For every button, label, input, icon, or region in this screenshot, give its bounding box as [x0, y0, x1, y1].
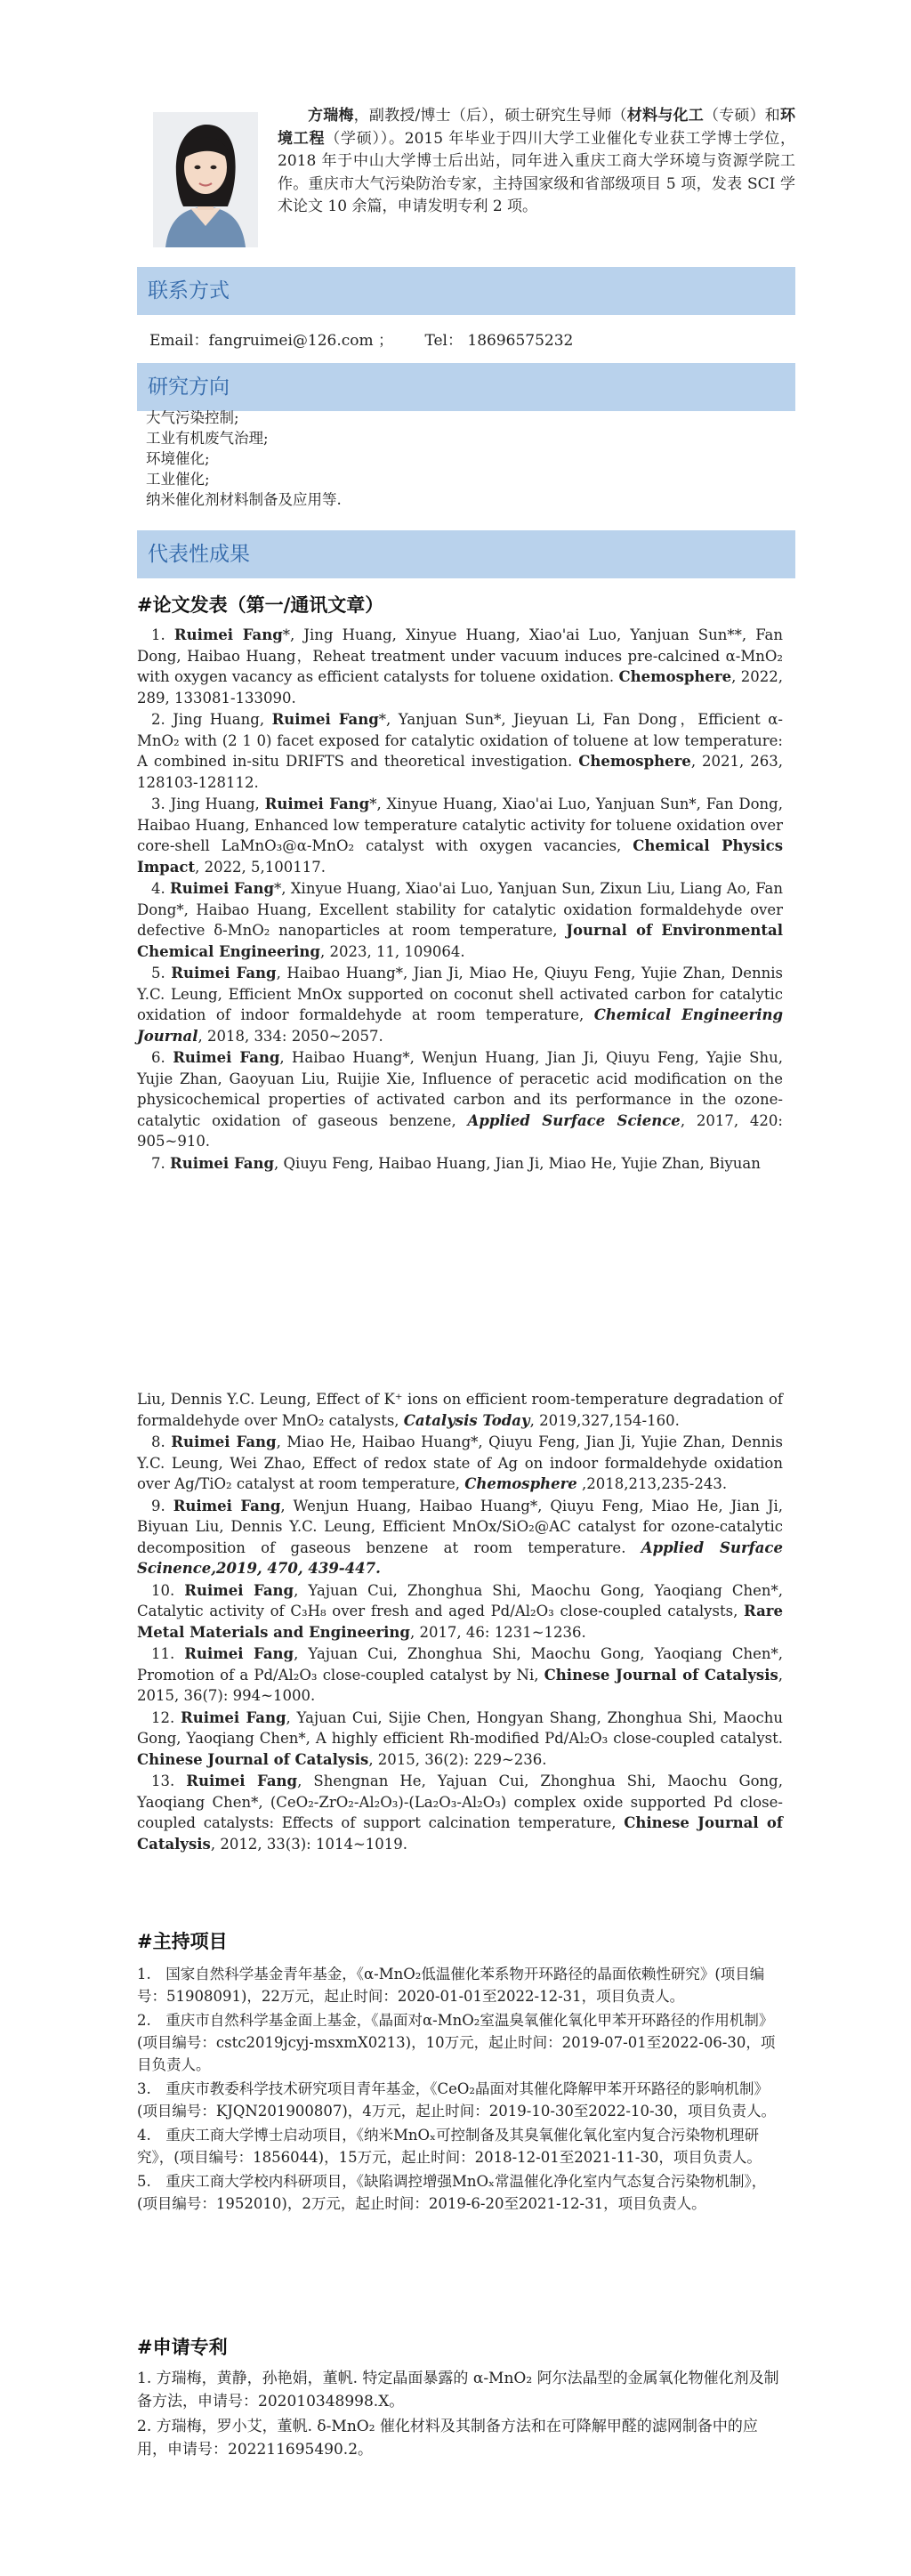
profile-bio: [278, 105, 795, 219]
project-list: [137, 1963, 783, 2217]
paper-item: 13. Ruimei Fang, Shengnan He, Yajuan Cui, Zhonghua Shi, Maochu Gong, Yaoqiang Chen*, (CeO₂-ZrO₂-Al₂O₃)-(La₂O₃-Al₂O₃) complex oxide supported Pd close-coupled catalysts: Effects of support calcination temperature, Chinese Journal of Catalysis, 2012, 33(3): 1014~1019.: [137, 1773, 783, 1853]
bio-major-2: 环境工程: [278, 107, 796, 148]
paper-item: 12. Ruimei Fang, Yajuan Cui, Sijie Chen, Hongyan Shang, Zhonghua Shi, Maochu Gong, Yaoqiang Chen*, A highly efficient Rh-modified Pd/Al₂O₃ close-coupled catalyst. Chinese Journal of Catalysis, 2015, 36(2): 229~236.: [137, 1708, 783, 1768]
project-item: 3. 重庆市教委科学技术研究项目青年基金，《CeO₂晶面对其催化降解甲苯开环路径的影响机制》(项目编号：KJQN201900807)，4万元，起止时间：2019-10-30至2022-10-30，项目负责人。: [137, 2080, 777, 2120]
paper-item: 2. Jing Huang, Ruimei Fang*, Yanjuan Sun*, Jieyuan Li, Fan Dong，Efficient α-MnO₂ with (2 1 0) facet exposed for catalytic oxidation of toluene at low temperature: A combined in-situ DRIFTS and theoretical investigation. Chemosphere, 2021, 263, 128103-128112.: [137, 711, 783, 791]
research-item: 工业有机废气治理;: [146, 430, 269, 447]
section-header-achievements: 代表性成果: [137, 530, 795, 578]
projects-heading: #主持项目: [137, 1930, 228, 1952]
research-item: 工业催化;: [146, 471, 210, 488]
research-item: 纳米催化剂材料制备及应用等.: [146, 491, 342, 508]
patent-item: 1. 方瑞梅，黄静，孙艳娟，董帆. 特定晶面暴露的 α-MnO₂ 阿尔法晶型的金属氧化物催化剂及制备方法，申请号：202010348998.X。: [137, 2370, 779, 2410]
paper-item: 7. Ruimei Fang, Qiuyu Feng, Haibao Huang, Jian Ji, Miao He, Yujie Zhan, Biyuan: [151, 1154, 761, 1172]
paper-item: 6. Ruimei Fang, Haibao Huang*, Wenjun Huang, Jian Ji, Qiuyu Feng, Yajie Shu, Yujie Zhan, Gaoyuan Liu, Ruijie Xie, Influence of peracetic acid modification on the physicochemical properties of activated carbon and its performance in the ozone-catalytic oxidation of gaseous benzene, Applied Surface Science, 2017, 420: 905~910.: [137, 1049, 783, 1150]
avatar: [153, 112, 258, 247]
project-item: 2. 重庆市自然科学基金面上基金，《晶面对α-MnO₂室温臭氧催化氧化甲苯开环路径的作用机制》(项目编号：cstc2019jcyj-msxmX0213)，10万元，起止时间：2019-07-01至2022-06-30，项目负责人。: [137, 2012, 776, 2073]
paper-item: 9. Ruimei Fang, Wenjun Huang, Haibao Huang*, Qiuyu Feng, Miao He, Jian Ji, Biyuan Liu, Dennis Y.C. Leung, Efficient MnOx/SiO₂@AC catalyst for ozone-catalytic decomposition of gaseous benzene at room temperature. Applied Surface Scinence,2019, 470, 439-447.: [137, 1497, 784, 1577]
paper-item: 8. Ruimei Fang, Miao He, Haibao Huang*, Qiuyu Feng, Jian Ji, Yujie Zhan, Dennis Y.C. Leung, Wei Zhao, Effect of redox state of Ag on indoor formaldehyde oxidation over Ag/TiO₂ catalyst at room temperature, Chemosphere ,2018,213,235-243.: [137, 1433, 783, 1492]
section-header-contact: 联系方式: [137, 267, 795, 315]
section-header-research: 研究方向: [137, 363, 795, 411]
bio-text-1: ，副教授/博士（后），硕士研究生导师（: [353, 107, 627, 125]
research-item: 大气污染控制;: [146, 409, 239, 426]
contact-info: [149, 327, 580, 350]
papers-heading: #论文发表（第一/通讯文章）: [137, 594, 384, 616]
contact-email: Email：fangruimei@126.com ；: [149, 332, 394, 350]
project-item: 4. 重庆工商大学博士启动项目，《纳米MnOₓ可控制备及其臭氧催化氧化室内复合污染物机理研究》，(项目编号：1856044)，15万元，起止时间：2018-12-01至2021-11-30，项目负责人。: [137, 2127, 762, 2166]
bio-major-1: 材料与化工: [626, 107, 704, 125]
patent-item: 2. 方瑞梅，罗小艾，董帆. δ-MnO₂ 催化材料及其制备方法和在可降解甲醛的滤网制备中的应用，申请号：202211695490.2。: [137, 2418, 758, 2459]
bio-text-2: （专硕）和: [703, 107, 781, 125]
paper-item: 4. Ruimei Fang*, Xinyue Huang, Xiao'ai Luo, Yanjuan Sun, Zixun Liu, Liang Ao, Fan Dong*, Haibao Huang, Excellent stability for catalytic oxidation formaldehyde over defective δ-MnO₂ nanoparticles at room temperature, Journal of Environmental Chemical Engineering, 2023, 11, 109064.: [137, 880, 783, 960]
paper-item: 3. Jing Huang, Ruimei Fang*, Xinyue Huang, Xiao'ai Luo, Yanjuan Sun*, Fan Dong, Haibao Huang, Enhanced low temperature catalytic activity for toluene oxidation over core-shell LaMnO₃@α-MnO₂ catalyst with oxygen vacancies, Chemical Physics Impact, 2022, 5,100117.: [137, 795, 783, 876]
project-item: 5. 重庆工商大学校内科研项目，《缺陷调控增强MnOₓ常温催化净化室内气态复合污染物机制》，(项目编号：1952010)，2万元，起止时间：2019-6-20至2021-12-31，项目负责人。: [137, 2173, 767, 2212]
paper-item-continued: Liu, Dennis Y.C. Leung, Effect of K⁺ ions on efficient room-temperature degradation of formaldehyde over MnO₂ catalysts, Catalysis Today, 2019,327,154-160.: [137, 1391, 783, 1429]
project-item: 1. 国家自然科学基金青年基金，《α-MnO₂低温催化苯系物开环路径的晶面依赖性研究》(项目编号：51908091)，22万元，起止时间：2020-01-01至2022-12-31，项目负责人。: [137, 1966, 765, 2005]
bio-text-3: （学硕））。2015 年毕业于四川大学工业催化专业获工学博士学位，2018 年于中山大学博士后出站，同年进入重庆工商大学环境与资源学院工作。重庆市大气污染防治专家，主持国家级和省部级项目 5 项，发表 SCI 学术论文 10 余篇，申请发明专利 2 项。: [278, 129, 796, 215]
profile-section: [153, 105, 795, 256]
paper-list: [137, 625, 783, 1175]
paper-item: 5. Ruimei Fang, Haibao Huang*, Jian Ji, Miao He, Qiuyu Feng, Yujie Zhan, Dennis Y.C. Leung, Efficient MnOx supported on coconut shell activated carbon for catalytic oxidation of indoor formaldehyde at room temperature, Chemical Engineering Journal, 2018, 334: 2050~2057.: [137, 965, 783, 1045]
research-item: 环境催化;: [146, 450, 210, 467]
portrait-photo: [153, 112, 258, 247]
patent-list: [137, 2367, 783, 2463]
research-list: [146, 408, 342, 510]
patents-heading: #申请专利: [137, 2336, 228, 2358]
paper-item: 1. Ruimei Fang*, Jing Huang, Xinyue Huang, Xiao'ai Luo, Yanjuan Sun**, Fan Dong, Haibao Huang，Reheat treatment under vacuum induces pre-calcined α-MnO₂ with oxygen vacancy as efficient catalysts for toluene oxidation. Chemosphere, 2022, 289, 133081-133090.: [137, 626, 783, 707]
contact-tel: Tel： 18696575232: [424, 332, 574, 350]
paper-list-continued: [137, 1389, 783, 1855]
paper-item: 11. Ruimei Fang, Yajuan Cui, Zhonghua Shi, Maochu Gong, Yaoqiang Chen*, Promotion of a Pd/Al₂O₃ close-coupled catalyst by Ni, Chinese Journal of Catalysis, 2015, 36(7): 994~1000.: [137, 1645, 784, 1704]
paper-item: 10. Ruimei Fang, Yajuan Cui, Zhonghua Shi, Maochu Gong, Yaoqiang Chen*, Catalytic activity of C₃H₈ over fresh and aged Pd/Al₂O₃ close-coupled catalysts, Rare Metal Materials and Engineering, 2017, 46: 1231~1236.: [137, 1581, 784, 1641]
bio-name: 方瑞梅: [308, 107, 354, 125]
